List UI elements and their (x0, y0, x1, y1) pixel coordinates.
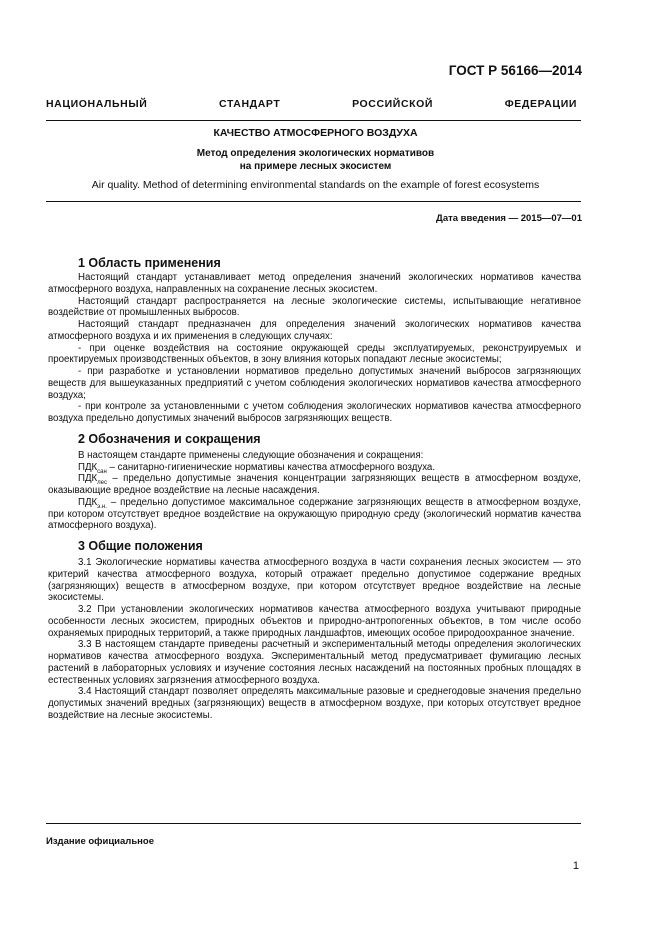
section-2-body (48, 450, 581, 532)
section-3-heading: 3 Общие положения (78, 539, 203, 553)
section-1-heading: 1 Область применения (78, 256, 221, 270)
introduction-date: Дата введения — 2015—07—01 (436, 213, 582, 224)
section-1-paragraph: Настоящий стандарт предназначен для определения значений экологических нормативов качества атмосферного воздуха и их применения в следующих случаях: (48, 319, 581, 342)
definition-term: ПДК (78, 461, 98, 473)
subtitle-line-1: Метод определения экологических нормативов (196, 148, 435, 159)
definition-item (48, 462, 581, 474)
section-1-paragraph: Настоящий стандарт распространяется на лесные экологические системы, испытывающие негативное воздействие от промышленных выбросов. (48, 295, 581, 319)
document-body (48, 254, 581, 722)
section-3-paragraph: 3.4 Настоящий стандарт позволяет определять максимальные разовые и среднегодовые значения предельно допустимых значений вредных (загрязняющих) веществ в атмосферном воздухе, при которых отсутствует вредное воздействие на лесные экосистемы. (48, 686, 581, 721)
section-2-heading: 2 Обозначения и сокращения (78, 431, 261, 446)
definition-term: ПДК (78, 473, 98, 485)
section-3-paragraph: 3.2 При установлении экологических нормативов качества атмосферного воздуха учитывают природные особенности лесных экосистем, природных объектов и природно-антропогенных объектов, в том числе особо охраняемых природных территорий, а также природных ландшафтов, имеющих особое природоохранное значение. (48, 604, 581, 639)
section-1-list-item: - при разработке и установлении нормативов предельно допустимых значений выбросов загрязняющих веществ для вышеуказанных предприятий с учетом соблюдения экологических нормативов качества атмосферного воздуха; (48, 366, 581, 401)
document-title: КАЧЕСТВО АТМОСФЕРНОГО ВОЗДУХА (213, 127, 418, 139)
edition-label: Издание официальное (46, 836, 154, 847)
section-1-list-item: - при оценке воздействия на состояние окружающей среды эксплуатируемых, реконструируемых и проектируемых производственных объектов, в зону влияния которых попадают лесные экосистемы; (48, 342, 581, 366)
section-3-paragraph: 3.3 В настоящем стандарте приведены расчетный и экспериментальный методы определения экологических нормативов качества атмосферного воздуха. Экспериментальный метод предусматривает фумигацию лесных растений в лабораторных условиях и изучение состояния лесных насаждений на постоянных пробных площадях в естественных условиях загрязнения атмосферного воздуха. (48, 639, 581, 686)
definition-item (48, 473, 581, 497)
document-subtitle (46, 148, 585, 173)
section-1-body (48, 272, 581, 425)
definition-subscript: лес (97, 480, 108, 487)
english-title: Air quality. Method of determining environmental standards on the example of forest ecosystems (91, 179, 540, 191)
definition-term: ПДК (78, 496, 98, 508)
definition-item (48, 497, 581, 532)
section-1-paragraph: Настоящий стандарт устанавливает метод определения значений экологических нормативов качества атмосферного воздуха, направленных на сохранение лесных экосистем. (48, 272, 581, 295)
footer-divider (46, 823, 581, 824)
section-1-list-item: - при контроле за установленными с учетом соблюдения экологических нормативов качества атмосферного воздуха предельно допустимых значений выбросов загрязняющих веществ. (48, 401, 581, 424)
page-number: 1 (572, 860, 579, 872)
definition-text: – санитарно-гигиенические нормативы качества атмосферного воздуха. (106, 461, 436, 473)
top-divider (46, 120, 581, 121)
definition-text: – предельно допустимое максимальное содержание загрязняющих веществ в атмосферном воздухе, при котором отсутствует вредное воздействие на окружающую природную среду (экологический норматив качества атмосферного воздуха). (48, 496, 581, 532)
definition-subscript: сан (97, 468, 107, 475)
definition-subscript: э.н. (97, 503, 107, 510)
national-standard-header: НАЦИОНАЛЬНЫЙ СТАНДАРТ РОССИЙСКОЙ ФЕДЕРАЦИИ (46, 98, 577, 110)
subtitle-line-2: на примере лесных экосистем (239, 160, 392, 172)
section-3-paragraph: 3.1 Экологические нормативы качества атмосферного воздуха в части сохранения лесных экосистем — это критерий качества атмосферного воздуха, который отражает предельно допустимое содержание вредных (загрязняющих) веществ в атмосферном воздухе, при котором отсутствует вредное воздействие на лесные экосистемы. (48, 557, 581, 604)
section-2-intro: В настоящем стандарте применены следующие обозначения и сокращения: (78, 449, 424, 461)
definition-text: – предельно допустимые значения концентрации загрязняющих веществ в атмосферном воздухе, оказывающие вредное воздействие на лесные насаждения. (48, 473, 581, 496)
standard-number: ГОСТ Р 56166—2014 (448, 63, 582, 78)
section-3-body (48, 557, 581, 722)
title-divider (46, 201, 581, 202)
